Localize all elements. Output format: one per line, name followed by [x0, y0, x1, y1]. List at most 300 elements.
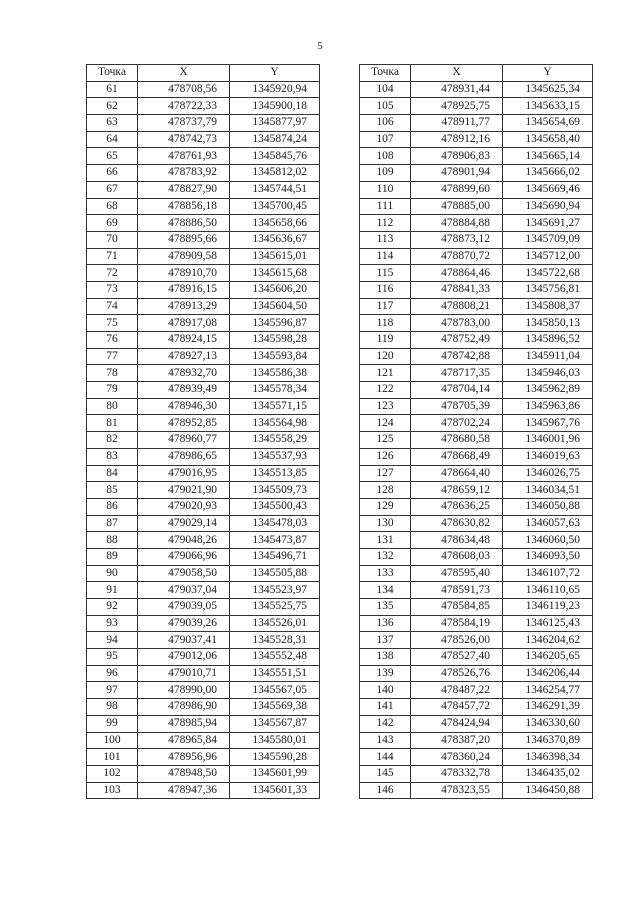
x-cell: 478986,65: [138, 448, 230, 465]
y-cell: 1345552,48: [230, 649, 320, 666]
table-row: [87, 699, 320, 716]
x-cell: 478595,40: [411, 565, 503, 582]
point-cell: 104: [360, 81, 411, 98]
point-cell: 118: [360, 315, 411, 332]
table-row: [360, 265, 593, 282]
x-cell: 479066,96: [138, 548, 230, 565]
table-row: [87, 281, 320, 298]
point-cell: 65: [87, 148, 138, 165]
x-cell: 478584,85: [411, 599, 503, 616]
y-cell: 1345654,69: [503, 115, 593, 132]
y-cell: 1345850,13: [503, 315, 593, 332]
table-row: [87, 382, 320, 399]
x-cell: 479039,05: [138, 599, 230, 616]
table-row: [360, 482, 593, 499]
point-cell: 138: [360, 649, 411, 666]
table-row: [87, 599, 320, 616]
x-cell: 478864,46: [411, 265, 503, 282]
y-cell: 1345845,76: [230, 148, 320, 165]
x-cell: 478360,24: [411, 749, 503, 766]
x-cell: 478630,82: [411, 515, 503, 532]
table-row: [87, 749, 320, 766]
point-cell: 140: [360, 682, 411, 699]
table-row: [360, 398, 593, 415]
point-cell: 121: [360, 365, 411, 382]
y-cell: 1346019,63: [503, 448, 593, 465]
point-cell: 95: [87, 649, 138, 666]
point-cell: 107: [360, 131, 411, 148]
point-cell: 134: [360, 582, 411, 599]
x-cell: 478885,00: [411, 198, 503, 215]
table-row: [360, 165, 593, 182]
point-cell: 111: [360, 198, 411, 215]
y-cell: 1345564,98: [230, 415, 320, 432]
table-row: [87, 532, 320, 549]
table-row: [360, 231, 593, 248]
point-cell: 135: [360, 599, 411, 616]
x-cell: 478939,49: [138, 382, 230, 399]
point-cell: 96: [87, 665, 138, 682]
x-cell: 478913,29: [138, 298, 230, 315]
x-cell: 478985,94: [138, 715, 230, 732]
y-cell: 1346435,02: [503, 765, 593, 782]
y-cell: 1346119,23: [503, 599, 593, 616]
table-row: [87, 265, 320, 282]
point-cell: 77: [87, 348, 138, 365]
coordinates-table-left: [86, 64, 320, 799]
point-cell: 127: [360, 465, 411, 482]
point-cell: 102: [87, 765, 138, 782]
y-cell: 1346050,88: [503, 498, 593, 515]
y-cell: 1346057,63: [503, 515, 593, 532]
y-cell: 1346450,88: [503, 782, 593, 799]
x-cell: 478911,77: [411, 115, 503, 132]
y-cell: 1345537,93: [230, 448, 320, 465]
y-cell: 1345580,01: [230, 732, 320, 749]
x-cell: 478526,76: [411, 665, 503, 682]
table-row: [87, 131, 320, 148]
x-cell: 478986,90: [138, 699, 230, 716]
y-cell: 1346026,75: [503, 465, 593, 482]
point-cell: 68: [87, 198, 138, 215]
x-cell: 478912,16: [411, 131, 503, 148]
table-row: [87, 565, 320, 582]
x-cell: 478487,22: [411, 682, 503, 699]
x-cell: 478680,58: [411, 432, 503, 449]
y-cell: 1346398,34: [503, 749, 593, 766]
y-cell: 1345896,52: [503, 332, 593, 349]
table-row: [360, 782, 593, 799]
x-cell: 478584,19: [411, 615, 503, 632]
y-cell: 1345625,34: [503, 81, 593, 98]
table-row: [360, 432, 593, 449]
y-cell: 1346107,72: [503, 565, 593, 582]
point-cell: 112: [360, 215, 411, 232]
table-row: [87, 765, 320, 782]
table-row: [360, 131, 593, 148]
y-cell: 1345601,99: [230, 765, 320, 782]
y-cell: 1345500,43: [230, 498, 320, 515]
x-cell: 478956,96: [138, 749, 230, 766]
table-row: [87, 215, 320, 232]
y-cell: 1345615,01: [230, 248, 320, 265]
x-cell: 478870,72: [411, 248, 503, 265]
x-cell: 479012,06: [138, 649, 230, 666]
table-row: [87, 782, 320, 799]
point-cell: 103: [87, 782, 138, 799]
y-cell: 1346125,43: [503, 615, 593, 632]
x-cell: 478634,48: [411, 532, 503, 549]
table-row: [360, 515, 593, 532]
x-cell: 478527,40: [411, 649, 503, 666]
header-y: Y: [230, 65, 320, 82]
table-row: [360, 298, 593, 315]
x-cell: 478827,90: [138, 181, 230, 198]
y-cell: 1345496,71: [230, 548, 320, 565]
table-row: [360, 632, 593, 649]
point-cell: 129: [360, 498, 411, 515]
x-cell: 478608,03: [411, 548, 503, 565]
y-cell: 1345509,73: [230, 482, 320, 499]
point-cell: 67: [87, 181, 138, 198]
point-cell: 116: [360, 281, 411, 298]
table-row: [87, 248, 320, 265]
table-row: [87, 498, 320, 515]
point-cell: 84: [87, 465, 138, 482]
x-cell: 478387,20: [411, 732, 503, 749]
table-row: [360, 665, 593, 682]
table-row: [360, 582, 593, 599]
point-cell: 94: [87, 632, 138, 649]
table-row: [87, 448, 320, 465]
point-cell: 69: [87, 215, 138, 232]
point-cell: 109: [360, 165, 411, 182]
point-cell: 72: [87, 265, 138, 282]
y-cell: 1345513,85: [230, 465, 320, 482]
table-row: [360, 548, 593, 565]
x-cell: 478906,83: [411, 148, 503, 165]
x-cell: 479058,50: [138, 565, 230, 582]
y-cell: 1346110,65: [503, 582, 593, 599]
y-cell: 1345722,68: [503, 265, 593, 282]
y-cell: 1345666,02: [503, 165, 593, 182]
point-cell: 110: [360, 181, 411, 198]
x-cell: 478742,88: [411, 348, 503, 365]
table-row: [87, 415, 320, 432]
x-cell: 478948,50: [138, 765, 230, 782]
table-row: [87, 715, 320, 732]
y-cell: 1345567,87: [230, 715, 320, 732]
table-row: [87, 482, 320, 499]
y-cell: 1346060,50: [503, 532, 593, 549]
point-cell: 76: [87, 332, 138, 349]
table-row: [87, 315, 320, 332]
point-cell: 62: [87, 98, 138, 115]
table-row: [360, 215, 593, 232]
x-cell: 478668,49: [411, 448, 503, 465]
y-cell: 1346093,50: [503, 548, 593, 565]
table-body-right: [360, 81, 593, 799]
x-cell: 479020,93: [138, 498, 230, 515]
y-cell: 1345946,03: [503, 365, 593, 382]
table-row: [360, 332, 593, 349]
point-cell: 91: [87, 582, 138, 599]
x-cell: 478761,93: [138, 148, 230, 165]
point-cell: 90: [87, 565, 138, 582]
y-cell: 1345808,37: [503, 298, 593, 315]
y-cell: 1346291,39: [503, 699, 593, 716]
point-cell: 128: [360, 482, 411, 499]
y-cell: 1345690,94: [503, 198, 593, 215]
table-row: [360, 365, 593, 382]
table-body-left: [87, 81, 320, 799]
point-cell: 106: [360, 115, 411, 132]
table-row: [360, 715, 593, 732]
y-cell: 1345598,28: [230, 332, 320, 349]
x-cell: 478960,77: [138, 432, 230, 449]
point-cell: 61: [87, 81, 138, 98]
x-cell: 478932,70: [138, 365, 230, 382]
y-cell: 1345712,00: [503, 248, 593, 265]
x-cell: 478705,39: [411, 398, 503, 415]
point-cell: 105: [360, 98, 411, 115]
point-cell: 117: [360, 298, 411, 315]
header-x: X: [411, 65, 503, 82]
y-cell: 1345669,46: [503, 181, 593, 198]
x-cell: 478742,73: [138, 131, 230, 148]
table-row: [87, 682, 320, 699]
x-cell: 479029,14: [138, 515, 230, 532]
y-cell: 1345911,04: [503, 348, 593, 365]
y-cell: 1345615,68: [230, 265, 320, 282]
point-cell: 88: [87, 532, 138, 549]
x-cell: 478664,40: [411, 465, 503, 482]
point-cell: 124: [360, 415, 411, 432]
point-cell: 122: [360, 382, 411, 399]
point-cell: 89: [87, 548, 138, 565]
y-cell: 1345571,15: [230, 398, 320, 415]
y-cell: 1345523,97: [230, 582, 320, 599]
y-cell: 1345526,01: [230, 615, 320, 632]
y-cell: 1345900,18: [230, 98, 320, 115]
x-cell: 478752,49: [411, 332, 503, 349]
x-cell: 479037,04: [138, 582, 230, 599]
table-row: [87, 365, 320, 382]
table-row: [360, 98, 593, 115]
x-cell: 478925,75: [411, 98, 503, 115]
y-cell: 1345636,67: [230, 231, 320, 248]
table-row: [360, 348, 593, 365]
point-cell: 93: [87, 615, 138, 632]
point-cell: 86: [87, 498, 138, 515]
y-cell: 1345744,51: [230, 181, 320, 198]
table-row: [87, 165, 320, 182]
point-cell: 133: [360, 565, 411, 582]
table-row: [360, 281, 593, 298]
x-cell: 478899,60: [411, 181, 503, 198]
point-cell: 66: [87, 165, 138, 182]
x-cell: 478323,55: [411, 782, 503, 799]
y-cell: 1345963,86: [503, 398, 593, 415]
table-row: [87, 432, 320, 449]
table-row: [87, 732, 320, 749]
x-cell: 478783,92: [138, 165, 230, 182]
table-row: [87, 98, 320, 115]
y-cell: 1345596,87: [230, 315, 320, 332]
point-cell: 83: [87, 448, 138, 465]
point-cell: 99: [87, 715, 138, 732]
y-cell: 1345551,51: [230, 665, 320, 682]
table-row: [360, 615, 593, 632]
table-row: [87, 615, 320, 632]
point-cell: 63: [87, 115, 138, 132]
coordinates-table-right: [359, 64, 593, 799]
point-cell: 74: [87, 298, 138, 315]
point-cell: 119: [360, 332, 411, 349]
table-row: [87, 148, 320, 165]
table-header-row: [360, 65, 593, 82]
table-row: [87, 198, 320, 215]
x-cell: 479016,95: [138, 465, 230, 482]
table-row: [87, 332, 320, 349]
x-cell: 478952,85: [138, 415, 230, 432]
x-cell: 479010,71: [138, 665, 230, 682]
header-y: Y: [503, 65, 593, 82]
point-cell: 137: [360, 632, 411, 649]
point-cell: 82: [87, 432, 138, 449]
point-cell: 71: [87, 248, 138, 265]
point-cell: 142: [360, 715, 411, 732]
point-cell: 123: [360, 398, 411, 415]
x-cell: 478990,00: [138, 682, 230, 699]
table-row: [360, 315, 593, 332]
x-cell: 478895,66: [138, 231, 230, 248]
y-cell: 1346370,89: [503, 732, 593, 749]
point-cell: 130: [360, 515, 411, 532]
table-row: [360, 699, 593, 716]
point-cell: 143: [360, 732, 411, 749]
table-row: [87, 115, 320, 132]
y-cell: 1345658,66: [230, 215, 320, 232]
point-cell: 79: [87, 382, 138, 399]
x-cell: 478704,14: [411, 382, 503, 399]
point-cell: 120: [360, 348, 411, 365]
y-cell: 1345601,33: [230, 782, 320, 799]
y-cell: 1346001,96: [503, 432, 593, 449]
x-cell: 478332,78: [411, 765, 503, 782]
y-cell: 1345877,97: [230, 115, 320, 132]
y-cell: 1346034,51: [503, 482, 593, 499]
x-cell: 478526,00: [411, 632, 503, 649]
table-row: [87, 649, 320, 666]
table-row: [360, 148, 593, 165]
point-cell: 146: [360, 782, 411, 799]
table-row: [360, 448, 593, 465]
x-cell: 478783,00: [411, 315, 503, 332]
x-cell: 478717,35: [411, 365, 503, 382]
x-cell: 478917,08: [138, 315, 230, 332]
y-cell: 1346205,65: [503, 649, 593, 666]
table-row: [360, 649, 593, 666]
x-cell: 478931,44: [411, 81, 503, 98]
y-cell: 1345525,75: [230, 599, 320, 616]
point-cell: 97: [87, 682, 138, 699]
header-point: Точка: [87, 65, 138, 82]
x-cell: 478901,94: [411, 165, 503, 182]
y-cell: 1345569,38: [230, 699, 320, 716]
table-row: [360, 415, 593, 432]
x-cell: 478659,12: [411, 482, 503, 499]
table-row: [87, 632, 320, 649]
point-cell: 139: [360, 665, 411, 682]
point-cell: 85: [87, 482, 138, 499]
table-row: [360, 732, 593, 749]
point-cell: 145: [360, 765, 411, 782]
table-row: [87, 515, 320, 532]
table-row: [360, 382, 593, 399]
x-cell: 478916,15: [138, 281, 230, 298]
x-cell: 478702,24: [411, 415, 503, 432]
y-cell: 1345920,94: [230, 81, 320, 98]
y-cell: 1345658,40: [503, 131, 593, 148]
x-cell: 478591,73: [411, 582, 503, 599]
point-cell: 141: [360, 699, 411, 716]
table-row: [87, 231, 320, 248]
table-row: [360, 749, 593, 766]
x-cell: 478708,56: [138, 81, 230, 98]
x-cell: 479037,41: [138, 632, 230, 649]
point-cell: 108: [360, 148, 411, 165]
point-cell: 92: [87, 599, 138, 616]
point-cell: 73: [87, 281, 138, 298]
point-cell: 78: [87, 365, 138, 382]
y-cell: 1345665,14: [503, 148, 593, 165]
x-cell: 478965,84: [138, 732, 230, 749]
y-cell: 1345528,31: [230, 632, 320, 649]
x-cell: 478424,94: [411, 715, 503, 732]
table-row: [360, 765, 593, 782]
x-cell: 479048,26: [138, 532, 230, 549]
x-cell: 478737,79: [138, 115, 230, 132]
y-cell: 1345633,15: [503, 98, 593, 115]
point-cell: 136: [360, 615, 411, 632]
y-cell: 1345586,38: [230, 365, 320, 382]
table-row: [360, 682, 593, 699]
y-cell: 1345604,50: [230, 298, 320, 315]
y-cell: 1345691,27: [503, 215, 593, 232]
point-cell: 80: [87, 398, 138, 415]
header-x: X: [138, 65, 230, 82]
y-cell: 1346204,62: [503, 632, 593, 649]
point-cell: 114: [360, 248, 411, 265]
y-cell: 1345473,87: [230, 532, 320, 549]
y-cell: 1345967,76: [503, 415, 593, 432]
y-cell: 1345700,45: [230, 198, 320, 215]
y-cell: 1345709,09: [503, 231, 593, 248]
x-cell: 478886,50: [138, 215, 230, 232]
x-cell: 478910,70: [138, 265, 230, 282]
y-cell: 1345874,24: [230, 131, 320, 148]
x-cell: 478722,33: [138, 98, 230, 115]
table-header-row: [87, 65, 320, 82]
table-row: [360, 465, 593, 482]
x-cell: 478636,25: [411, 498, 503, 515]
table-row: [87, 298, 320, 315]
point-cell: 131: [360, 532, 411, 549]
point-cell: 125: [360, 432, 411, 449]
table-row: [87, 398, 320, 415]
table-row: [87, 665, 320, 682]
